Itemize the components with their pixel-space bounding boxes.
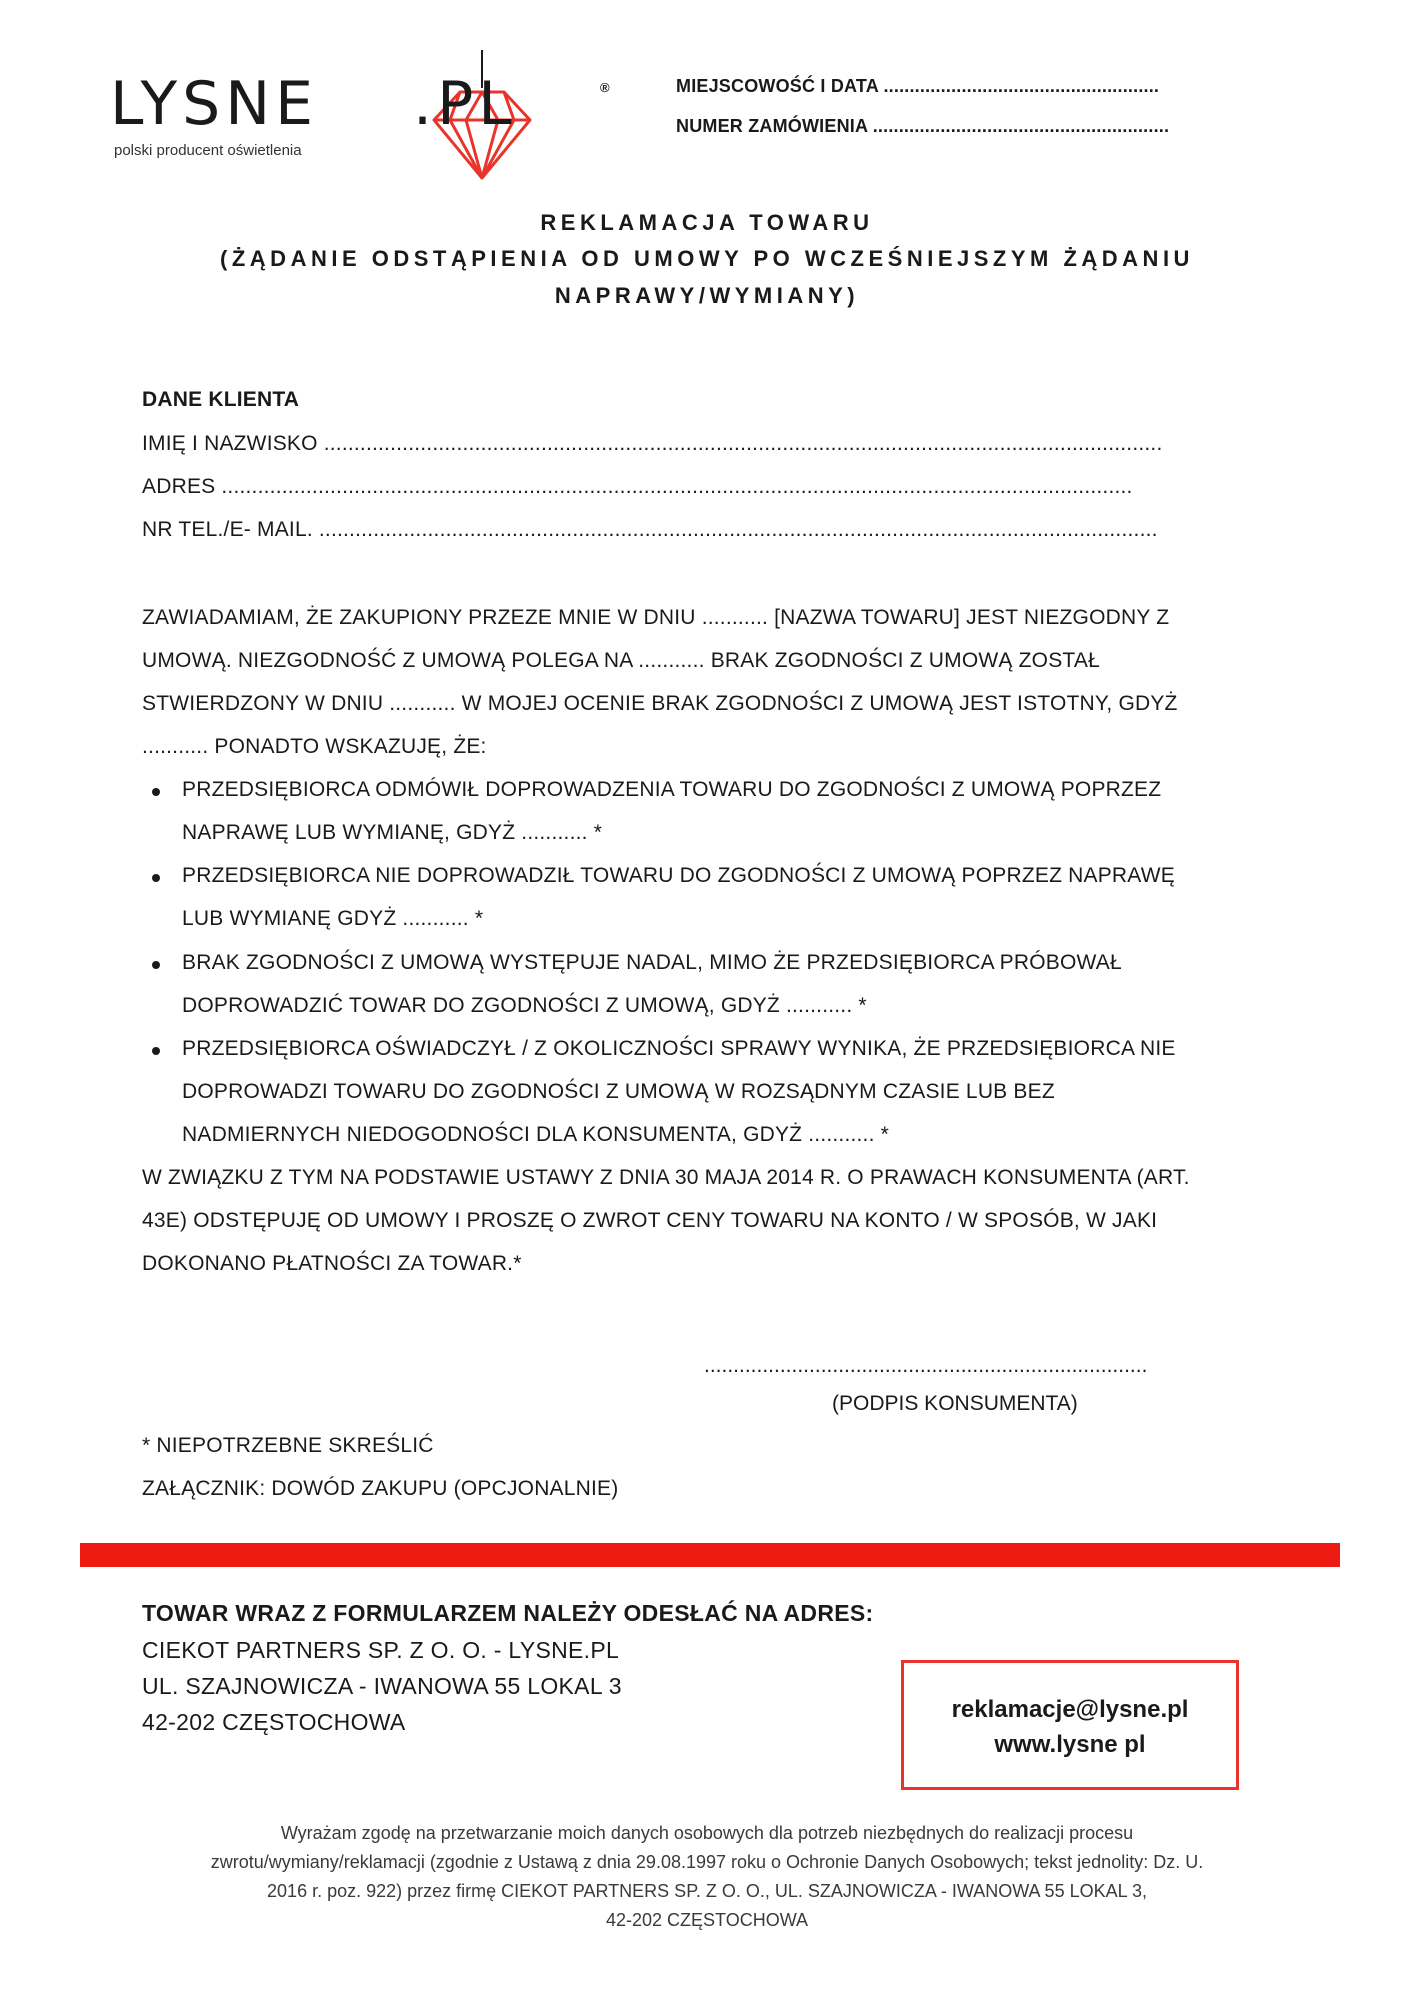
registered-mark: ®: [600, 80, 610, 95]
bullet-icon: [152, 1047, 160, 1055]
logo-text-right: .PL: [413, 69, 517, 139]
bullet-item: DOPROWADZI TOWARU DO ZGODNOŚCI Z UMOWĄ W ROZSĄDNYM CZASIE LUB BEZ: [182, 1080, 1055, 1103]
website-link[interactable]: www.lysne pl: [994, 1731, 1146, 1758]
email-link[interactable]: reklamacje@lysne.pl: [951, 1696, 1189, 1723]
bullet-item: LUB WYMIANĘ GDYŻ ........... *: [182, 907, 484, 930]
strike-note: * NIEPOTRZEBNE SKREŚLIĆ: [142, 1434, 434, 1457]
attachment-note: ZAŁĄCZNIK: DOWÓD ZAKUPU (OPCJONALNIE): [142, 1477, 619, 1500]
consent-line: zwrotu/wymiany/reklamacji (zgodnie z Ustawą z dnia 29.08.1997 roku o Ochronie Danych Osobowych; tekst jednolity: Dz. U.: [210, 1852, 1204, 1872]
client-data-heading: DANE KLIENTA: [142, 388, 300, 411]
client-name-field[interactable]: IMIĘ I NAZWISKO ...........................................................................................................................................: [142, 432, 1163, 455]
shipping-heading: TOWAR WRAZ Z FORMULARZEM NALEŻY ODESŁAĆ NA ADRES:: [142, 1600, 874, 1626]
bullet-icon: [152, 874, 160, 882]
bullet-item: BRAK ZGODNOŚCI Z UMOWĄ WYSTĘPUJE NADAL, MIMO ŻE PRZEDSIĘBIORCA PRÓBOWAŁ: [182, 951, 1122, 974]
body-line: ........... PONADTO WSKAZUJĘ, ŻE:: [142, 735, 487, 758]
body-line: DOKONANO PŁATNOŚCI ZA TOWAR.*: [142, 1252, 522, 1275]
bullet-item: PRZEDSIĘBIORCA NIE DOPROWADZIŁ TOWARU DO ZGODNOŚCI Z UMOWĄ POPRZEZ NAPRAWĘ: [182, 864, 1175, 887]
body-line: STWIERDZONY W DNIU ........... W MOJEJ OCENIE BRAK ZGODNOŚCI Z UMOWĄ JEST ISTOTNY, GDYŻ: [142, 692, 1178, 715]
body-line: 43E) ODSTĘPUJĘ OD UMOWY I PROSZĘ O ZWROT CENY TOWARU NA KONTO / W SPOSÓB, W JAKI: [142, 1209, 1158, 1232]
shipping-street: UL. SZAJNOWICZA - IWANOWA 55 LOKAL 3: [142, 1673, 622, 1699]
logo-tagline: polski producent oświetlenia: [114, 142, 302, 159]
consent-line: 2016 r. poz. 922) przez firmę CIEKOT PARTNERS SP. Z O. O., UL. SZAJNOWICZA - IWANOWA 55 LOKAL 3,: [267, 1881, 1147, 1901]
bullet-item: PRZEDSIĘBIORCA ODMÓWIŁ DOPROWADZENIA TOWARU DO ZGODNOŚCI Z UMOWĄ POPRZEZ: [182, 778, 1162, 801]
body-line: W ZWIĄZKU Z TYM NA PODSTAWIE USTAWY Z DNIA 30 MAJA 2014 R. O PRAWACH KONSUMENTA (ART.: [142, 1166, 1190, 1189]
bullet-icon: [152, 788, 160, 796]
red-divider-bar: [80, 1543, 1340, 1567]
consent-line: Wyrażam zgodę na przetwarzanie moich danych osobowych dla potrzeb niezbędnych do realizacji procesu: [280, 1823, 1134, 1843]
body-line: ZAWIADAMIAM, ŻE ZAKUPIONY PRZEZE MNIE W DNIU ........... [NAZWA TOWARU] JEST NIEZGODNY Z: [142, 606, 1170, 629]
document-title: REKLAMACJA TOWARU: [540, 210, 874, 235]
shipping-city: 42-202 CZĘSTOCHOWA: [142, 1709, 406, 1735]
bullet-icon: [152, 961, 160, 969]
contact-box: [901, 1660, 1239, 1790]
place-date-field[interactable]: MIEJSCOWOŚĆ I DATA .....................................................: [676, 76, 1160, 96]
logo-text-left: LYSNE: [110, 69, 318, 139]
consent-line: 42-202 CZĘSTOCHOWA: [605, 1910, 809, 1930]
body-line: UMOWĄ. NIEZGODNOŚĆ Z UMOWĄ POLEGA NA ........... BRAK ZGODNOŚCI Z UMOWĄ ZOSTAŁ: [142, 649, 1100, 672]
bullet-item: NAPRAWĘ LUB WYMIANĘ, GDYŻ ........... *: [182, 821, 603, 844]
signature-label: (PODPIS KONSUMENTA): [832, 1392, 1078, 1415]
document-subtitle-line2: NAPRAWY/WYMIANY): [554, 283, 860, 308]
client-contact-field[interactable]: NR TEL./E- MAIL. ...........................................................................................................................................: [142, 518, 1158, 541]
order-number-field[interactable]: NUMER ZAMÓWIENIA .........................................................: [676, 116, 1170, 136]
document-subtitle-line1: (ŻĄDANIE ODSTĄPIENIA OD UMOWY PO WCZEŚNIEJSZYM ŻĄDANIU: [220, 246, 1194, 271]
signature-field[interactable]: ............................................................................: [704, 1354, 1148, 1377]
bullet-item: PRZEDSIĘBIORCA OŚWIADCZYŁ / Z OKOLICZNOŚCI SPRAWY WYNIKA, ŻE PRZEDSIĘBIORCA NIE: [182, 1037, 1176, 1060]
company-logo: [110, 50, 610, 190]
bullet-item: NADMIERNYCH NIEDOGODNOŚCI DLA KONSUMENTA, GDYŻ ........... *: [182, 1123, 890, 1146]
client-address-field[interactable]: ADRES .......................................................................................................................................................: [142, 475, 1133, 498]
bullet-item: DOPROWADZIĆ TOWAR DO ZGODNOŚCI Z UMOWĄ, GDYŻ ........... *: [182, 994, 867, 1017]
shipping-company: CIEKOT PARTNERS SP. Z O. O. - LYSNE.PL: [142, 1637, 620, 1663]
